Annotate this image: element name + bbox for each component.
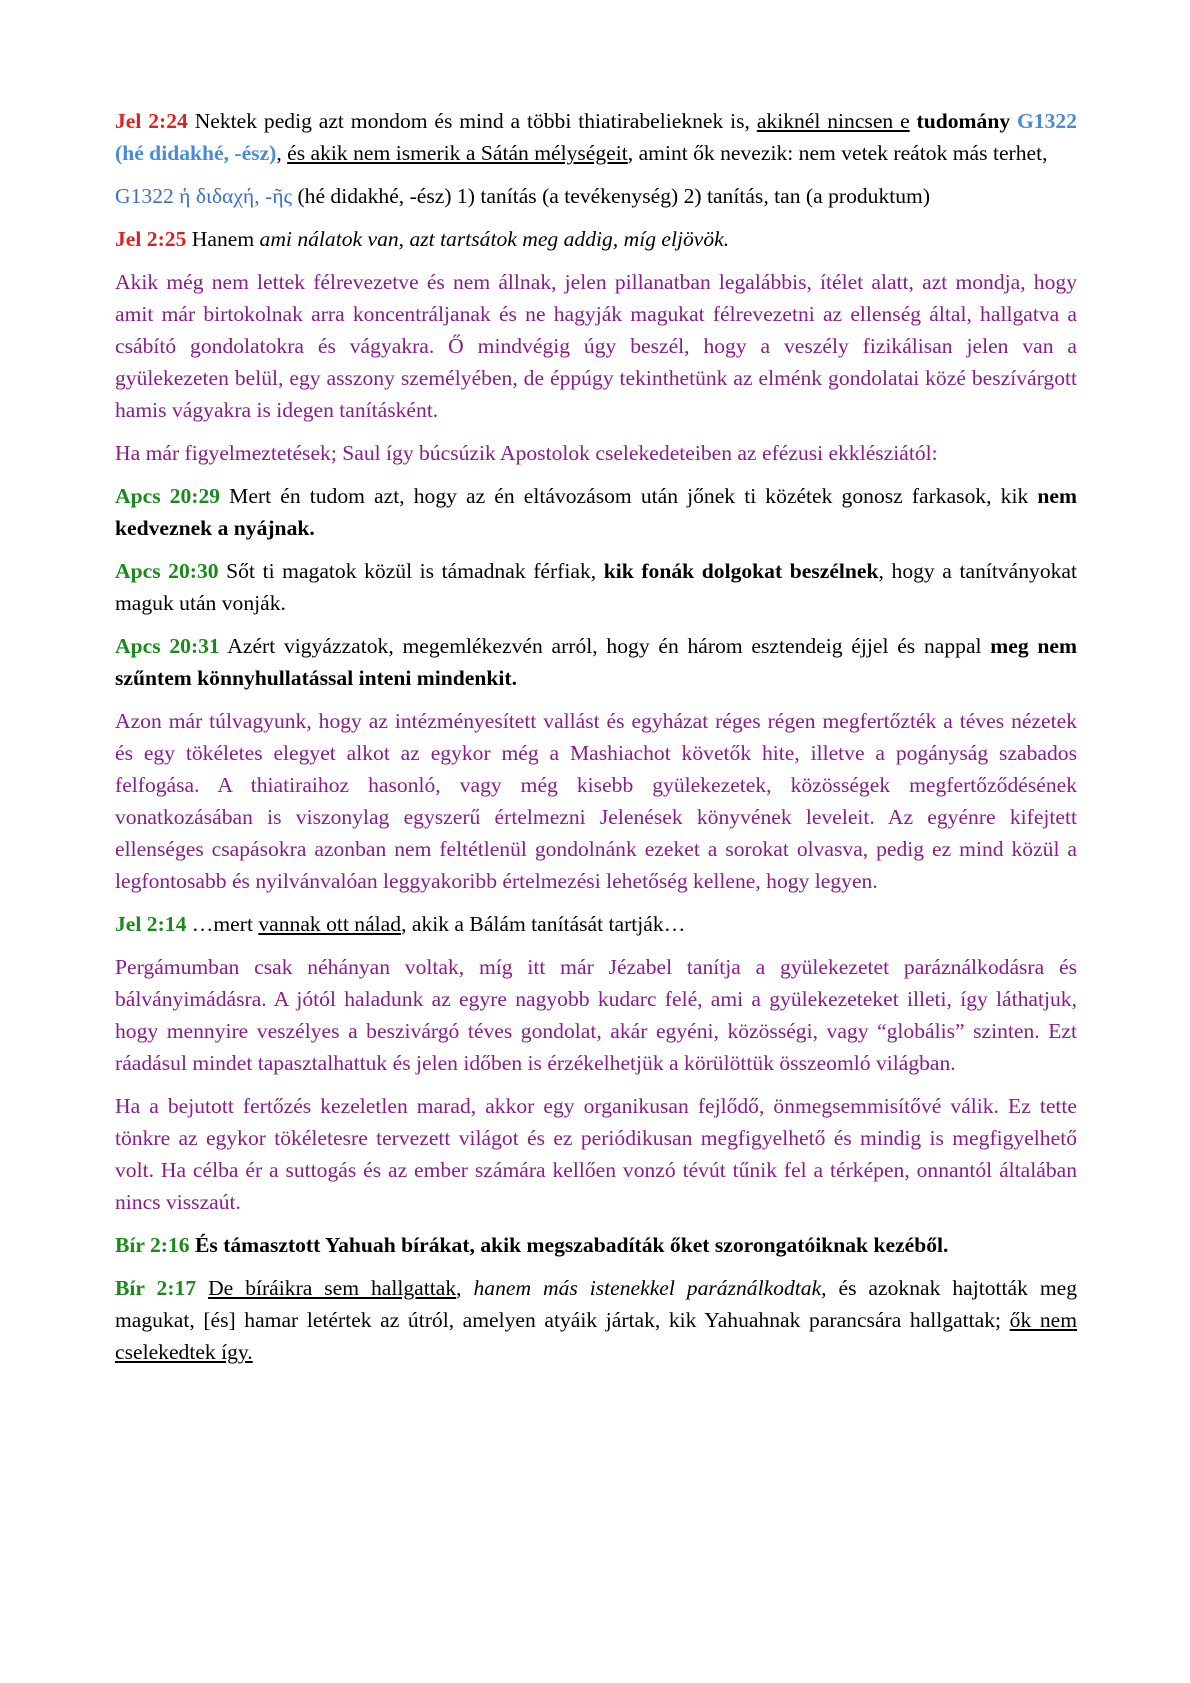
verse-apcs-20-30 <box>115 555 1077 619</box>
verse-jel-2-14 <box>115 908 1077 940</box>
strong-number: G1322 (hé didakhé, -ész) <box>115 109 1077 165</box>
verse-jel-2-25 <box>115 223 1077 255</box>
verse-text: …mert <box>186 912 259 936</box>
commentary-paragraph: Ha a bejutott fertőzés kezeletlen marad, akkor egy organikusan fejlődő, önmegsemmisítővé válik. Ez tette tönkre az egykor tökéletesre tervezett világot és ez periódikusan megfigyelhető és mindig is megfigyelhető volt. Ha célba ér a suttogás és az ember számára kellően vonzó tévút tűnik fel a térképen, onnantól általában nincs visszaút. <box>115 1094 1077 1214</box>
strong-reference: G1322 ἡ διδαχή, -ῆς <box>115 184 293 208</box>
verse-text <box>1010 109 1017 133</box>
underlined-text: vannak ott nálad <box>258 912 402 936</box>
verse-reference: Jel 2:14 <box>115 912 187 936</box>
verse-apcs-20-29 <box>115 480 1077 544</box>
verse-reference: Apcs 20:29 <box>115 484 221 508</box>
verse-text: , <box>456 1276 474 1300</box>
verse-text: , amint ők nevezik: nem vetek reátok más terhet, <box>627 141 1048 165</box>
verse-text: Hanem <box>186 227 260 251</box>
underlined-text: ők nem cselekedtek így. <box>115 1308 1077 1364</box>
bold-text: tudomány <box>916 109 1011 133</box>
commentary-paragraph: Pergámumban csak néhányan voltak, míg itt már Jézabel tanítja a gyülekezetet paráználkodásra és bálványimádásra. A jótól haladunk az egyre nagyobb kudarc felé, ami a gyülekezeteket illeti, így láthatjuk, hogy mennyire veszélyes a beszivárgó téves gondolat, akár egyéni, közösségi, vagy “globális” szinten. Ezt ráadásul mindet tapasztalhattuk és jelen időben is érzékelhetjük a körülöttük összeomló világban. <box>115 955 1077 1075</box>
verse-jel-2-24 <box>115 105 1077 169</box>
verse-text: Azért vigyázzatok, megemlékezvén arról, hogy én három esztendeig éjjel és nappal <box>219 634 991 658</box>
verse-text: , hogy a tanítványokat maguk után vonják. <box>115 559 1078 615</box>
verse-text: , akik a Bálám tanítását tartják… <box>401 912 686 936</box>
strong-definition <box>115 180 1077 212</box>
underlined-text: akiknél nincsen e <box>756 109 910 133</box>
verse-apcs-20-31 <box>115 630 1077 694</box>
commentary-paragraph: Azon már túlvagyunk, hogy az intézményesített vallást és egyházat réges régen megfertőzték a téves nézetek és egy tökéletes elegyet alkot az egykor még a Mashiachot követők hite, illetve a pogányság szabados felfogása. A thiatiraihoz hasonló, vagy még kisebb gyülekezetek, közösségek megfertőződésének vonatkozásában is viszonylag egyszerű értelmezni Jelenések könyvének leveleit. Az egyénre kifejtett ellenséges csapásokra azonban nem feltétlenül gondolnánk ezeket a sorokat olvasva, pedig ez mind közül a legfontosabb és nyilvánvalóan leggyakoribb értelmezési lehetőség kellene, hogy legyen. <box>115 709 1077 893</box>
verse-reference: Bír 2:17 <box>115 1276 197 1300</box>
underlined-text: és akik nem ismerik a Sátán mélységeit <box>287 141 628 165</box>
definition-text: (hé didakhé, -ész) 1) tanítás (a tevékenység) 2) tanítás, tan (a produktum) <box>292 184 931 208</box>
verse-reference: Apcs 20:30 <box>115 559 219 583</box>
verse-text <box>196 1276 208 1300</box>
verse-reference: Apcs 20:31 <box>115 634 220 658</box>
verse-text: és azoknak hajtották meg magukat, [és] hamar letértek az útról, amelyen atyáik jártak, kik Yahuahnak parancsára hallgattak; <box>115 1276 1077 1332</box>
verse-text: Mert én tudom azt, hogy az én eltávozásom után jőnek ti közétek gonosz farkasok, kik <box>220 484 1038 508</box>
bold-text: És támasztott Yahuah bírákat, akik megszabadíták őket szorongatóiknak kezéből. <box>194 1233 949 1257</box>
bold-text: nem kedveznek a nyájnak. <box>115 484 1077 540</box>
italic-text: hanem más istenekkel paráználkodtak, <box>473 1276 827 1300</box>
verse-bir-2-16 <box>115 1229 1077 1261</box>
commentary-paragraph: Ha már figyelmeztetések; Saul így búcsúzik Apostolok cselekedeteiben az efézusi ekklésziától: <box>115 441 938 465</box>
bold-text: kik fonák dolgokat beszélnek <box>603 559 879 583</box>
italic-text: ami nálatok van, azt tartsátok meg addig, míg eljövök. <box>259 227 730 251</box>
verse-reference: Bír 2:16 <box>115 1233 190 1257</box>
verse-reference: Jel 2:24 <box>115 109 188 133</box>
underlined-text: De bíráikra sem hallgattak <box>208 1276 457 1300</box>
verse-text: , <box>276 141 288 165</box>
verse-bir-2-17 <box>115 1272 1077 1368</box>
verse-text: Nektek pedig azt mondom és mind a többi thiatirabelieknek is, <box>187 109 757 133</box>
bold-text: meg nem szűntem könnyhullatással inteni mindenkit. <box>115 634 1077 690</box>
verse-text: Sőt ti magatok közül is támadnak férfiak, <box>218 559 604 583</box>
verse-reference: Jel 2:25 <box>115 227 187 251</box>
commentary-paragraph: Akik még nem lettek félrevezetve és nem állnak, jelen pillanatban legalábbis, ítélet alatt, azt mondja, hogy amit már birtokolnak arra koncentráljanak és ne hagyják magukat félrevezetni az ellenség által, hallgatva a csábító gondolatokra és vágyakra. Ő mindvégig úgy beszél, hogy a veszély fizikálisan jelen van a gyülekezeten belül, egy asszony személyében, de éppúgy tekinthetünk az elménk gondolatai közé beszívárgott hamis vágyakra is idegen tanításként. <box>115 270 1077 422</box>
